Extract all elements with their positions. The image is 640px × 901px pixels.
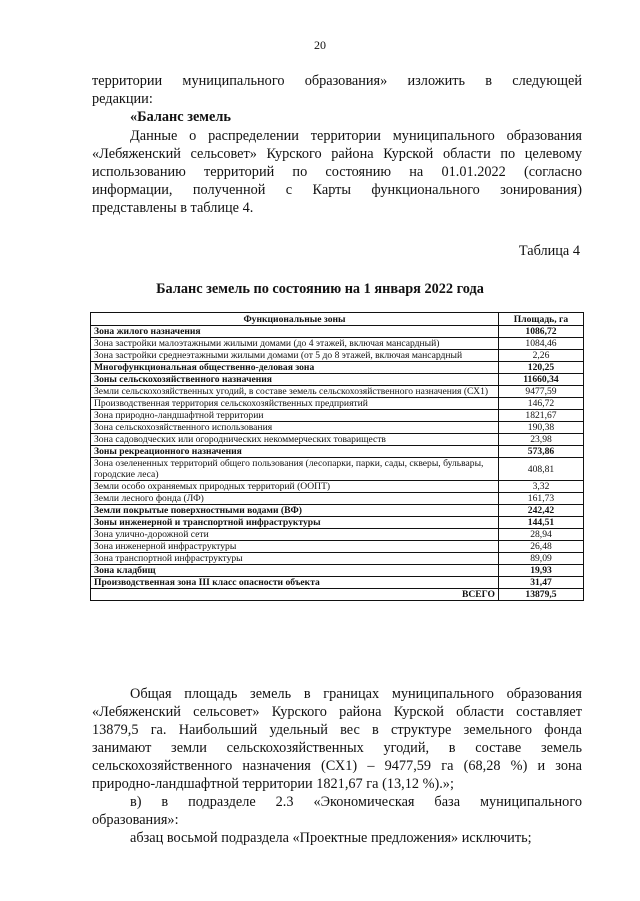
item-b-line: образования»: [92, 812, 179, 828]
zone-name-cell: Производственная зона III класс опасности объекта [91, 577, 499, 589]
table-row [91, 338, 584, 350]
zone-name-cell: Зона озелененных территорий общего пользования (лесопарки, парки, сады, скверы, бульвары, городские леса) [91, 458, 499, 481]
table-row [91, 434, 584, 446]
zone-name-cell: Зона инженерной инфраструктуры [91, 541, 499, 553]
zone-name-cell: Земли особо охраняемых природных территорий (ООПТ) [91, 481, 499, 493]
zone-area-cell: 190,38 [499, 422, 584, 434]
zone-area-cell: 26,48 [499, 541, 584, 553]
zone-area-cell: 23,98 [499, 434, 584, 446]
table-row [91, 553, 584, 565]
summary-line: Общая площадь земель в границах муниципального образования [130, 686, 582, 702]
table-row [91, 505, 584, 517]
summary-line: 13879,5 га. Наибольший удельный вес в структуре земельного фонда [92, 722, 582, 738]
zone-area-cell: 2,26 [499, 350, 584, 362]
zone-name-cell: Зона природно-ландшафтной территории [91, 410, 499, 422]
zone-area-cell: 1821,67 [499, 410, 584, 422]
zone-name-cell: Земли покрытые поверхностными водами (ВФ) [91, 505, 499, 517]
intro-paragraph-line: «Лебяженский сельсовет» Курского района Курской области по целевому [92, 146, 582, 162]
zone-name-cell: Зоны сельскохозяйственного назначения [91, 374, 499, 386]
zone-name-cell: Многофункциональная общественно-деловая зона [91, 362, 499, 374]
table-row [91, 577, 584, 589]
item-b-line: в) в подразделе 2.3 «Экономическая база муниципального [130, 794, 582, 810]
intro-paragraph-line: использованию территорий по состоянию на 01.01.2022 (согласно [92, 164, 582, 180]
table-row [91, 529, 584, 541]
table-body [91, 326, 584, 601]
zone-name-cell: Зона транспортной инфраструктуры [91, 553, 499, 565]
table-row [91, 565, 584, 577]
zone-area-cell: 161,73 [499, 493, 584, 505]
table-row [91, 386, 584, 398]
table-title: Баланс земель по состоянию на 1 января 2022 года [156, 281, 484, 297]
zone-area-cell: 120,25 [499, 362, 584, 374]
table-row [91, 541, 584, 553]
total-area: 13879,5 [499, 589, 584, 601]
table-row [91, 493, 584, 505]
zone-name-cell: Зоны рекреационного назначения [91, 446, 499, 458]
zone-area-cell: 28,94 [499, 529, 584, 541]
table-row [91, 458, 584, 481]
zone-area-cell: 408,81 [499, 458, 584, 481]
zone-area-cell: 3,32 [499, 481, 584, 493]
final-line: абзац восьмой подраздела «Проектные предложения» исключить; [130, 830, 532, 846]
summary-line: природно-ландшафтной территории 1821,67 га (13,12 %).»; [92, 776, 454, 792]
page-number: 20 [314, 38, 326, 52]
zone-area-cell: 146,72 [499, 398, 584, 410]
zone-name-cell: Зона жилого назначения [91, 326, 499, 338]
zone-name-cell: Земли лесного фонда (ЛФ) [91, 493, 499, 505]
table-row [91, 398, 584, 410]
zone-area-cell: 1084,46 [499, 338, 584, 350]
intro-paragraph-line: информации, полученной с Карты функционального зонирования) [92, 182, 582, 198]
zone-area-cell: 1086,72 [499, 326, 584, 338]
zone-area-cell: 144,51 [499, 517, 584, 529]
table-row [91, 422, 584, 434]
intro-paragraph-line: представлены в таблице 4. [92, 200, 254, 216]
zone-area-cell: 31,47 [499, 577, 584, 589]
zone-name-cell: Зона кладбищ [91, 565, 499, 577]
table-row [91, 517, 584, 529]
zone-name-cell: Зона сельскохозяйственного использования [91, 422, 499, 434]
table-label: Таблица 4 [518, 243, 580, 259]
zone-name-cell: Земли сельскохозяйственных угодий, в составе земель сельскохозяйственного назначения (СХ1) [91, 386, 499, 398]
table-row [91, 326, 584, 338]
table-row [91, 481, 584, 493]
summary-line: «Лебяженский сельсовет» Курского района Курской области составляет [92, 704, 582, 720]
zone-name-cell: Зона застройки среднеэтажными жилыми домами (от 5 до 8 этажей, включая мансардный [91, 350, 499, 362]
section-heading: «Баланс земель [130, 109, 231, 125]
intro-paragraph-line: Данные о распределении территории муниципального образования [130, 128, 582, 144]
intro-line-2: редакции: [92, 91, 153, 107]
table-total-row [91, 589, 584, 601]
zone-area-cell: 11660,34 [499, 374, 584, 386]
zone-name-cell: Производственная территория сельскохозяйственных предприятий [91, 398, 499, 410]
zone-area-cell: 573,86 [499, 446, 584, 458]
header-area: Площадь, га [499, 313, 584, 326]
table-header-row [91, 313, 584, 326]
table-row [91, 410, 584, 422]
table-row [91, 362, 584, 374]
summary-line: сельскохозяйственного назначения (СХ1) – 9477,59 га (68,28 %) и зона [92, 758, 582, 774]
zone-area-cell: 9477,59 [499, 386, 584, 398]
header-zones: Функциональные зоны [91, 313, 499, 326]
land-balance-table [90, 312, 584, 601]
table-row [91, 374, 584, 386]
intro-line-1: территории муниципального образования» изложить в следующей [92, 73, 582, 89]
summary-line: занимают земли сельскохозяйственных угодий, в составе земель [92, 740, 582, 756]
zone-name-cell: Зона застройки малоэтажными жилыми домами (до 4 этажей, включая мансардный) [91, 338, 499, 350]
zone-name-cell: Зона садоводческих или огороднических некоммерческих товариществ [91, 434, 499, 446]
table-row [91, 350, 584, 362]
zone-area-cell: 89,09 [499, 553, 584, 565]
total-label: ВСЕГО [91, 589, 499, 601]
table-row [91, 446, 584, 458]
zone-name-cell: Зона улично-дорожной сети [91, 529, 499, 541]
zone-area-cell: 242,42 [499, 505, 584, 517]
zone-name-cell: Зоны инженерной и транспортной инфраструктуры [91, 517, 499, 529]
zone-area-cell: 19,93 [499, 565, 584, 577]
